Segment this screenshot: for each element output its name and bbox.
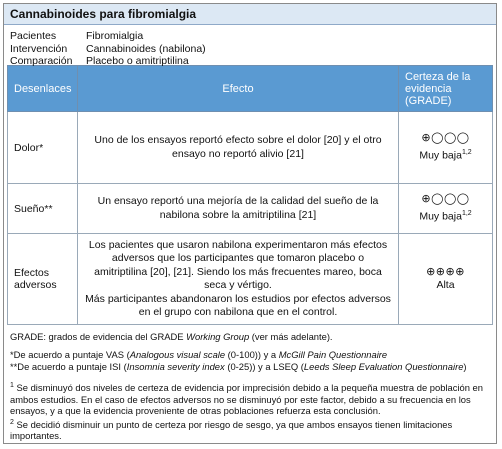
header-certainty: Certeza de la evidencia (GRADE) <box>399 66 493 112</box>
table-row <box>8 184 493 234</box>
outcome-cell: Sueño** <box>8 184 78 234</box>
outcome-cell: Dolor* <box>8 112 78 184</box>
grade-circles-icon: ⊕◯◯◯ <box>421 193 470 206</box>
table-header-row <box>8 66 493 112</box>
pico-key: Intervención <box>10 42 68 55</box>
summary-title: Cannabinoides para fibromialgia <box>4 4 496 25</box>
effect-paragraph: Más participantes abandonaron los estudios por efectos adversos en el grupo con nabilona que en el control. <box>85 292 391 318</box>
footnote-star1: *De acuerdo a puntaje VAS (Analogous visual scale (0-100)) y a McGill Pain Questionnaire <box>10 349 388 361</box>
pico-value: Cannabinoides (nabilona) <box>86 42 206 55</box>
certainty-cell <box>399 184 493 234</box>
pico-value: Placebo o amitriptilina <box>86 55 189 67</box>
certainty-cell <box>399 112 493 184</box>
footnote-ref: 1,2 <box>461 148 472 156</box>
pico-row-patients <box>10 30 490 43</box>
pico-block <box>4 25 496 65</box>
table-row <box>8 112 493 184</box>
header-outcomes: Desenlaces <box>8 66 78 112</box>
effect-cell: Un ensayo reportó una mejoría de la calidad del sueño de la nabilona sobre la amitriptilina [21] <box>78 184 399 234</box>
outcomes-table <box>7 65 493 325</box>
effect-cell <box>78 234 399 325</box>
evidence-summary-box <box>3 3 497 444</box>
footnote-grade: GRADE: grados de evidencia del GRADE Working Group (ver más adelante). <box>10 331 333 342</box>
grade-circles-icon: ⊕◯◯◯ <box>421 132 470 145</box>
footnotes <box>4 325 496 442</box>
effect-paragraph: Los pacientes que usaron nabilona experimentaron más efectos adversos que los participantes que tomaron placebo o amitriptilina [20], [21]. Siendo los más frecuentes mareo, boca seca y vértigo. <box>88 238 388 291</box>
footnote-2: $^2$ Se decidió disminuir un punto de certeza por riesgo de sesgo, ya que ambos ensayos tienen limitaciones importantes. <box>10 418 453 442</box>
certainty-label: Muy baja <box>419 149 462 162</box>
table-row <box>8 234 493 325</box>
outcome-cell: Efectos adversos <box>8 234 78 325</box>
pico-row-intervention <box>10 43 490 56</box>
pico-value: Fibromialgia <box>86 30 144 42</box>
grade-circles-icon: ⊕⊕⊕⊕ <box>426 265 465 278</box>
certainty-cell <box>399 234 493 325</box>
effect-cell: Uno de los ensayos reportó efecto sobre el dolor [20] y el otro ensayo no reportó alivio [21] <box>78 112 399 184</box>
certainty-label: Muy baja <box>419 210 462 223</box>
pico-key: Pacientes <box>10 30 57 42</box>
header-effect: Efecto <box>78 66 399 112</box>
footnote-ref: 1,2 <box>461 209 472 217</box>
footnote-1: $^1$ Se disminuyó dos niveles de certeza de evidencia por imprecisión debido a la pequeña muestra de población en ambos estudios. En el caso de efectos adversos no se disminuyó por este factor, debido a su frecuencia en los ensayos, y a que la evidencia proveniente de otras poblaciones refuerza esta conclusión. <box>10 382 483 417</box>
certainty-label: Alta <box>436 279 455 291</box>
footnote-star2: **De acuerdo a puntaje ISI (Insomnia severity index (0-25)) y a LSEQ (Leeds Sleep Evaluation Questionnaire) <box>10 360 467 372</box>
pico-key: Comparación <box>10 55 73 67</box>
